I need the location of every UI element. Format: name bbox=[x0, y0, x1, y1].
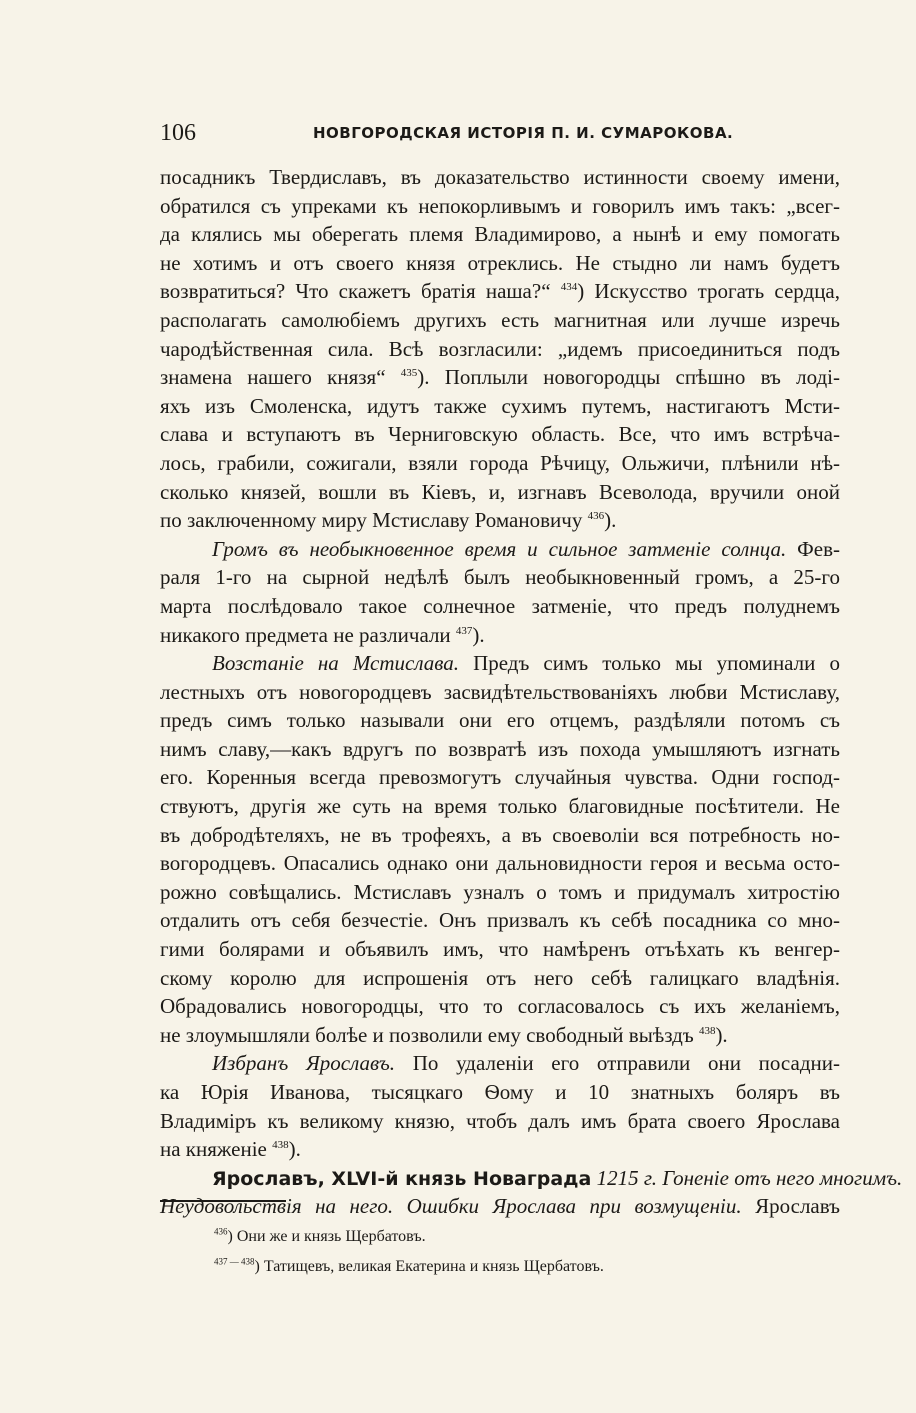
footnote-text: ) Татищевъ, великая Екатерина и князь Щербатовъ. bbox=[254, 1258, 604, 1275]
text-line: марта послѣдовало такое солнечное затменіе, что предъ полуднемъ bbox=[160, 593, 840, 618]
running-title: НОВГОРОДСКАЯ ИСТОРІЯ П. И. СУМАРОКОВА. bbox=[313, 124, 734, 142]
text-span: ). bbox=[604, 508, 617, 533]
page-header bbox=[160, 120, 840, 148]
text-line: Обрадовались новогородцы, что то согласовалось съ ихъ желаніемъ, bbox=[160, 994, 840, 1019]
footnote-ref: 438 bbox=[698, 1024, 716, 1037]
text-span: Фев- bbox=[786, 536, 840, 561]
text-span: ). Поплыли новогородцы спѣшно въ лоді- bbox=[417, 365, 840, 390]
text-line: отдалить отъ себя безчестіе. Онъ призвалъ къ себѣ посадника со мно- bbox=[160, 908, 840, 933]
text-span: знамена нашего князя“ bbox=[160, 365, 386, 390]
text-line bbox=[160, 535, 840, 564]
footnotes bbox=[214, 1222, 774, 1282]
text-line bbox=[160, 1135, 840, 1164]
text-line: нимъ славу,—какъ вдругъ по возвратѣ изъ похода умышляютъ изгнать bbox=[160, 736, 840, 761]
text-line: въ добродѣтеляхъ, не въ трофеяхъ, а въ своеволіи вся потребность но- bbox=[160, 822, 840, 847]
section-heading: Неудовольствія на него. Ошибки Ярослава при возмущеніи. bbox=[160, 1194, 742, 1219]
text-span: никакого предмета не различали bbox=[160, 622, 451, 647]
text-span: Ярославъ bbox=[741, 1194, 841, 1219]
text-line: не хотимъ и отъ своего князя отреклись. Не стыдно ли намъ будетъ bbox=[160, 250, 840, 275]
text-line: ствуютъ, другія же суть на время только благовидные посѣтители. Не bbox=[160, 794, 840, 819]
text-line bbox=[160, 621, 840, 650]
text-line: гими болярами и объявилъ имъ, что намѣренъ отъѣхать къ венгер- bbox=[160, 937, 840, 962]
footnote-ref: 434 bbox=[560, 281, 578, 294]
text-span: ) Искусство трогать сердца, bbox=[577, 279, 841, 304]
text-span: по заключенному миру Мстиславу Романовичу bbox=[160, 508, 583, 533]
footnote-ref: 436 bbox=[587, 510, 605, 523]
text-line: лестныхъ отъ новогородцевъ засвидѣтельствованіяхъ любви Мстиславу, bbox=[160, 679, 840, 704]
text-line: посадникъ Твердиславъ, въ доказательство истинности своему имени, bbox=[160, 165, 840, 189]
text-span: ). bbox=[288, 1137, 301, 1162]
text-span: не злоумышляли болѣе и позволили ему свободный выѣздъ bbox=[160, 1022, 694, 1047]
text-line: его. Коренныя всегда превозмогутъ случайныя чувства. Одни господ- bbox=[160, 765, 840, 790]
text-line: Владиміръ къ великому князю, чтобъ далъ имъ брата своего Ярослава bbox=[160, 1108, 840, 1133]
text-line bbox=[160, 506, 840, 535]
section-heading: Возстаніе на Мстислава. bbox=[212, 651, 459, 676]
text-line bbox=[160, 1021, 840, 1050]
text-line: обратился съ упреками къ непокорливымъ и говорилъ имъ такъ: „всег- bbox=[160, 193, 840, 218]
text-line: яхъ изъ Смоленска, идутъ также сухимъ путемъ, настигаютъ Мсти- bbox=[160, 393, 840, 418]
text-span: возвратиться? Что скажетъ братія наша?“ bbox=[160, 279, 551, 304]
text-span: По удаленіи его отправили они посадни- bbox=[394, 1051, 840, 1076]
text-line bbox=[160, 1192, 840, 1221]
page-number: 106 bbox=[160, 120, 196, 146]
footnote-number: 437 — 438 bbox=[214, 1256, 255, 1267]
chapter-heading: Ярославъ, XLVI-й князь Новаграда bbox=[212, 1167, 592, 1190]
text-span: на княженіе bbox=[160, 1137, 267, 1162]
footnote bbox=[214, 1252, 774, 1282]
section-heading: Избранъ Ярославъ. bbox=[212, 1051, 395, 1076]
text-line bbox=[160, 363, 840, 392]
text-line: скому королю для испрошенія отъ него себѣ галицкаго владѣнія. bbox=[160, 965, 840, 990]
footnote-ref: 437 bbox=[455, 624, 473, 637]
footnote-separator bbox=[160, 1200, 286, 1202]
text-line bbox=[160, 277, 840, 306]
footnote-number: 436 bbox=[214, 1226, 228, 1237]
text-line: лось, грабили, сожигали, взяли города Рѣчицу, Ольжичи, плѣнили нѣ- bbox=[160, 450, 840, 475]
main-text bbox=[160, 163, 903, 1221]
text-line bbox=[160, 1164, 903, 1193]
text-line: вогородцевъ. Опасались однако они дальновидности героя и весьма осто- bbox=[160, 851, 840, 876]
text-span: ). bbox=[472, 622, 485, 647]
footnote bbox=[214, 1222, 774, 1252]
text-line: раля 1-го на сырной недѣлѣ былъ необыкновенный громъ, а 25-го bbox=[160, 565, 840, 590]
text-line: чародѣйственная сила. Всѣ возгласили: „идемъ присоединиться подъ bbox=[160, 336, 840, 361]
text-line bbox=[160, 1049, 840, 1078]
text-line: слава и вступаютъ въ Черниговскую область. Все, что имъ встрѣча- bbox=[160, 422, 840, 447]
text-line bbox=[160, 649, 840, 678]
footnote-ref: 435 bbox=[400, 367, 418, 380]
text-span: ). bbox=[715, 1022, 728, 1047]
text-line: предъ симъ только называли они его отцемъ, раздѣляли потомъ съ bbox=[160, 708, 840, 733]
text-line: ка Юрія Иванова, тысяцкаго Ѳому и 10 знатныхъ боляръ въ bbox=[160, 1080, 840, 1104]
footnote-ref: 438 bbox=[272, 1139, 289, 1152]
section-heading: 1215 г. Гоненіе отъ него многимъ. bbox=[591, 1165, 903, 1190]
text-line: да клялись мы оберегать племя Владимирово, а нынѣ и ему помогать bbox=[160, 222, 840, 247]
text-line: сколько князей, вошли въ Кіевъ, и, изгнавъ Всеволода, вручили оной bbox=[160, 479, 840, 504]
footnote-text: ) Они же и князь Щербатовъ. bbox=[227, 1228, 426, 1245]
text-line: рожно совѣщались. Мстиславъ узналъ о томъ и придумалъ хитростію bbox=[160, 879, 840, 904]
text-span: Предъ симъ только мы упоминали о bbox=[459, 651, 840, 676]
section-heading: Громъ въ необыкновенное время и сильное затменіе солнца. bbox=[212, 536, 787, 561]
text-line: располагать самолюбіемъ другихъ есть магнитная или лучше изречь bbox=[160, 307, 840, 332]
